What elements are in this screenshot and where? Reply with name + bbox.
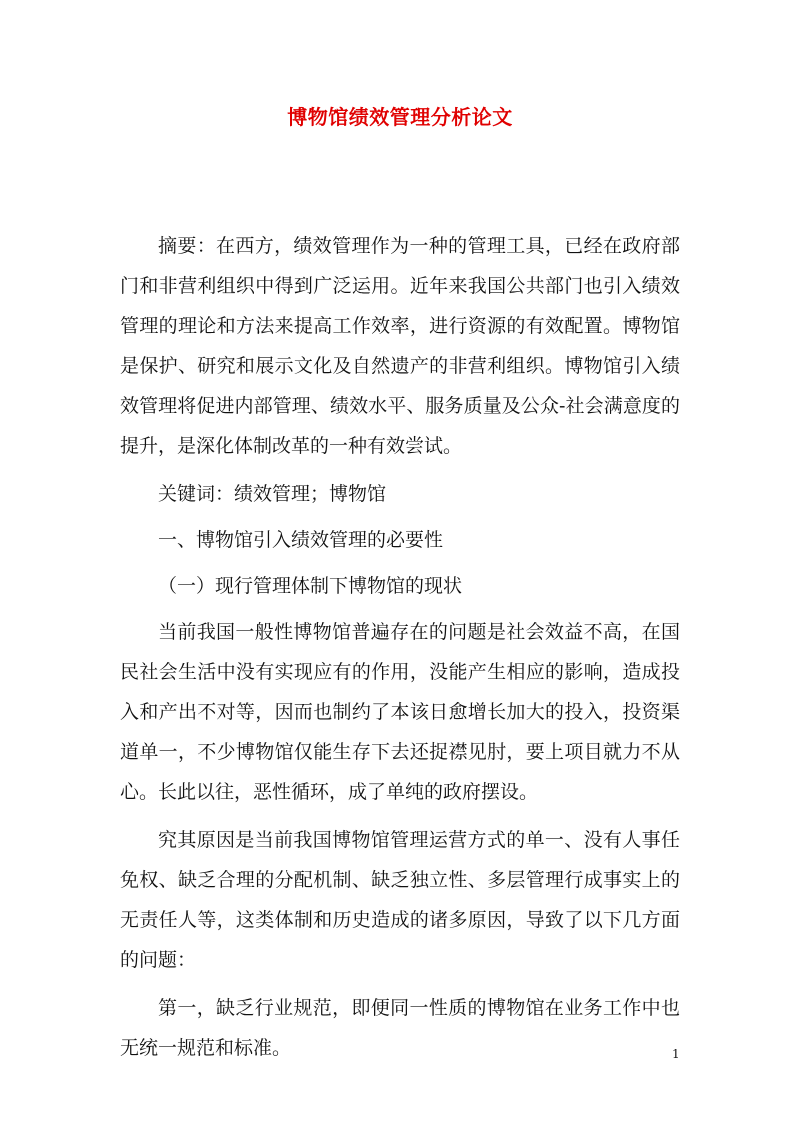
page-number: 1 xyxy=(672,1047,680,1061)
body-paragraph: 第一，缺乏行业规范，即便同一性质的博物馆在业务工作中也无统一规范和标准。 xyxy=(120,997,680,1059)
keywords-line: 关键词：绩效管理；博物馆 xyxy=(158,483,387,505)
subsection-heading-1: （一）现行管理体制下博物馆的现状 xyxy=(158,575,463,597)
document-body xyxy=(120,226,680,1076)
body-paragraph: 当前我国一般性博物馆普遍存在的问题是社会效益不高，在国民社会生活中没有实现应有的作用，没能产生相应的影响，造成投入和产出不对等，因而也制约了本该日愈增长加大的投入，投资渠道单一，不少博物馆仅能生存下去还捉襟见肘，要上项目就力不从心。长此以往，恶性循环，成了单纯的政府摆设。 xyxy=(120,621,680,803)
section-heading-1: 一、博物馆引入绩效管理的必要性 xyxy=(158,529,444,551)
body-paragraph: 究其原因是当前我国博物馆管理运营方式的单一、没有人事任免权、缺乏合理的分配机制、缺乏独立性、多层管理行成事实上的无责任人等，这类体制和历史造成的诸多原因，导致了以下几方面的问题： xyxy=(120,829,680,971)
document-title: 博物馆绩效管理分析论文 xyxy=(287,105,513,129)
abstract-paragraph: 摘要：在西方，绩效管理作为一种的管理工具，已经在政府部门和非营利组织中得到广泛运用。近年来我国公共部门也引入绩效管理的理论和方法来提高工作效率，进行资源的有效配置。博物馆是保护、研究和展示文化及自然遗产的非营利组织。博物馆引入绩效管理将促进内部管理、绩效水平、服务质量及公众-社会满意度的提升，是深化体制改革的一种有效尝试。 xyxy=(120,235,680,457)
